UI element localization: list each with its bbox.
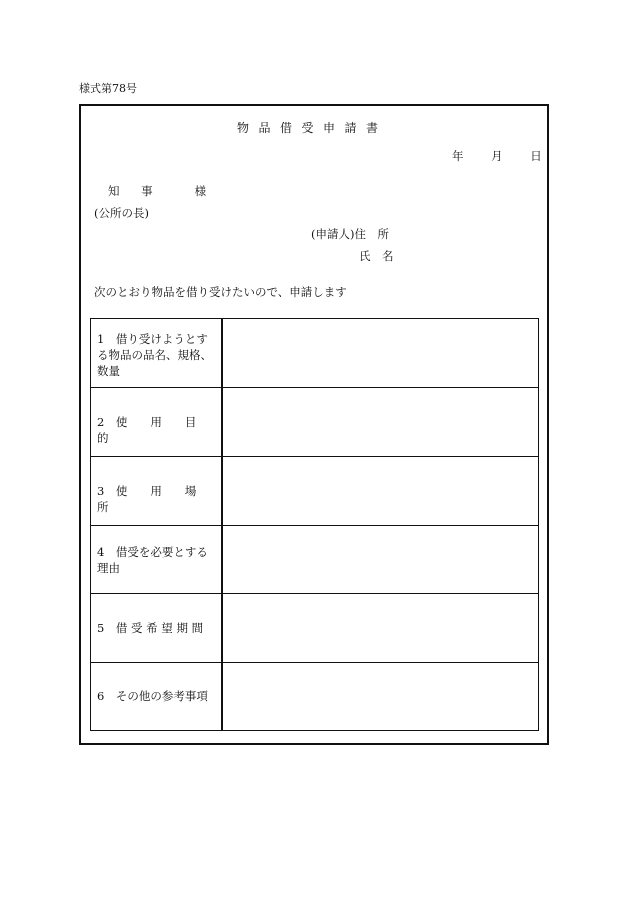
table-row (91, 663, 538, 730)
row-value-field[interactable] (224, 530, 534, 589)
table-row (91, 457, 538, 526)
column-divider (221, 457, 223, 525)
row-value-field[interactable] (224, 392, 534, 452)
addressee-alternate: (公所の長) (94, 206, 149, 220)
row-label: 4 借受を必要とする理由 (97, 545, 208, 575)
row-value-field[interactable] (224, 323, 534, 383)
row-label: 3 使 用 場 所 (97, 484, 220, 514)
row-value-field[interactable] (224, 461, 534, 521)
applicant-name-label: 氏 名 (359, 249, 394, 263)
date-line: 年 月 日 (452, 149, 542, 163)
addressee (108, 183, 206, 199)
column-divider (221, 526, 223, 593)
row-label: 5 借 受 希 望 期 間 (97, 621, 204, 635)
addressee-role: 知 事 (108, 184, 153, 198)
row-value-field[interactable] (224, 667, 534, 726)
form-number: 様式第78号 (79, 82, 137, 95)
row-value-field[interactable] (224, 598, 534, 658)
column-divider (221, 663, 223, 730)
table-row (91, 526, 538, 594)
intro-text: 次のとおり物品を借り受けたいので、申請します (94, 285, 347, 299)
column-divider (221, 388, 223, 456)
addressee-honorific: 様 (194, 184, 207, 198)
column-divider (221, 594, 223, 662)
application-table (90, 318, 539, 731)
form-title: 物品借受申請書 (237, 121, 388, 135)
table-row (91, 594, 538, 663)
row-label: 2 使 用 目 的 (97, 415, 220, 445)
row-label: 6 その他の参考事項 (97, 689, 208, 703)
table-row (91, 388, 538, 457)
applicant-address-label: (申請人)住 所 (311, 227, 389, 241)
table-row (91, 319, 538, 388)
row-label: 1 借り受けようとする物品の品名、規格、数量 (97, 332, 212, 378)
column-divider (221, 319, 223, 387)
